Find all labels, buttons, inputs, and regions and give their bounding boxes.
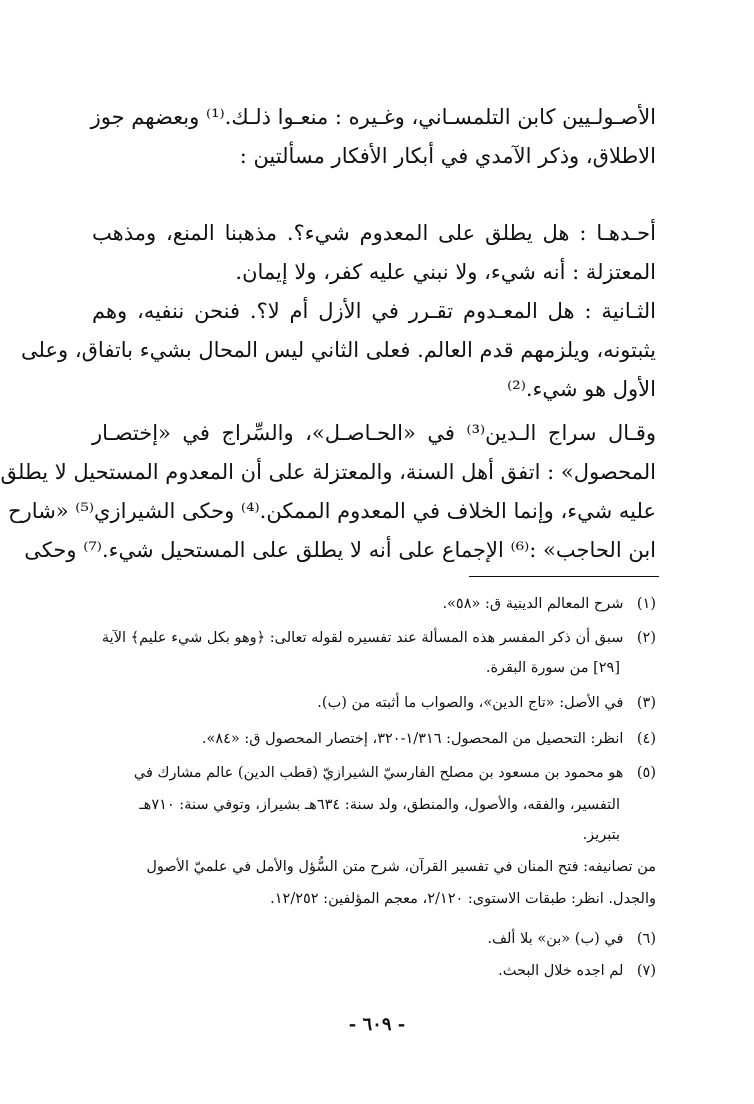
footnote-5-continuation: التفسير، والفقه، والأصول، والمنطق، ولد سنة: ٦٣٤هـ بشيراز، وتوفي سنة: ٧١٠هـ bbox=[139, 797, 620, 813]
footnote-text: في (ب) «بن» بلا ألف. bbox=[487, 931, 624, 947]
text-line: المعتزلة : أنه شيء، ولا نبني عليه كفر، ولا إيمان. bbox=[235, 260, 656, 284]
text-line: وقـال سراج الـدين⁽³⁾ في «الحـاصـل»، والسِّراج في «إختصـار bbox=[92, 421, 656, 445]
footnote-number: (٢) bbox=[636, 630, 656, 646]
footnote-5 bbox=[92, 761, 656, 785]
footnote-4 bbox=[92, 727, 656, 751]
footnote-text: في الأصل: «تاج الدين»، والصواب ما أثبته من (ب). bbox=[317, 695, 624, 711]
text-line: عليه شيء، وإنما الخلاف في المعدوم الممكن.⁽⁴⁾ وحكى الشيرازي⁽⁵⁾ «شارح bbox=[8, 499, 656, 523]
footnote-3 bbox=[92, 691, 656, 715]
footnote-text: لم اجده خلال البحث. bbox=[498, 963, 624, 979]
text-line: أحـدهـا : هل يطلق على المعدوم شيء؟. مذهبنا المنع، ومذهب bbox=[92, 221, 656, 245]
footnote-text: انظر: التحصيل من المحصول: ١/٣١٦-٣٢٠، إختصار المحصول ق: «٨٤». bbox=[201, 731, 624, 747]
text-line: الثـانية : هل المعـدوم تقـرر في الأزل أم لا؟. فنحن ننفيه، وهم bbox=[92, 299, 656, 323]
footnote-text: سبق أن ذكر المفسر هذه المسألة عند تفسيره لقوله تعالى: ﴿وهو بكل شيء عليم﴾ الآية bbox=[101, 630, 624, 646]
footnote-number: (٥) bbox=[636, 765, 656, 781]
footnote-divider bbox=[469, 576, 659, 577]
footnote-6 bbox=[92, 927, 656, 951]
text-line: ابن الحاجب» :⁽⁶⁾ الإجماع على أنه لا يطلق على المستحيل شيء.⁽⁷⁾ وحكى bbox=[24, 538, 656, 562]
footnote-2 bbox=[92, 626, 656, 650]
footnote-number: (٣) bbox=[636, 695, 656, 711]
footnote-2-continuation: [٢٩] من سورة البقرة. bbox=[485, 660, 620, 676]
text-line: الأصـولـيين كابن التلمسـاني، وغـيره : منعـوا ذلـك.⁽¹⁾ وبعضهم جوز bbox=[90, 105, 656, 129]
footnote-text: شرح المعالم الدينية ق: «٥٨». bbox=[442, 596, 624, 612]
footnote-5-continuation: من تصانيفه: فتح المنان في تفسير القرآن، شرح متن السُّؤل والأمل في علميّ الأصول bbox=[146, 859, 656, 875]
footnote-7 bbox=[92, 959, 656, 983]
footnote-1 bbox=[92, 592, 656, 616]
text-line: الاطلاق، وذكر الآمدي في أبكار الأفكار مسألتين : bbox=[239, 144, 656, 168]
footnote-number: (١) bbox=[636, 596, 656, 612]
text-line: يثبتونه، ويلزمهم قدم العالم. فعلى الثاني ليس المحال بشيء باتفاق، وعلى bbox=[21, 338, 656, 362]
page-number: - ٦٠٩ - bbox=[348, 1014, 406, 1035]
text-line: الأول هو شيء.⁽²⁾ bbox=[507, 377, 656, 401]
footnote-5-continuation: والجدل. انظر: طبقات الاستوى: ٢/١٢٠، معجم المؤلفين: ١٢/٢٥٢. bbox=[270, 891, 656, 907]
footnote-text: هو محمود بن مسعود بن مصلح الفارسيّ الشيرازيّ (قطب الدين) عالم مشارك في bbox=[133, 765, 624, 781]
footnote-5-continuation: بتبريز. bbox=[582, 827, 620, 843]
footnote-number: (٧) bbox=[636, 963, 656, 979]
text-line: المحصول» : اتفق أهل السنة، والمعتزلة على أن المعدوم المستحيل لا يطلق bbox=[0, 460, 656, 484]
footnote-number: (٦) bbox=[636, 931, 656, 947]
footnote-number: (٤) bbox=[636, 731, 656, 747]
